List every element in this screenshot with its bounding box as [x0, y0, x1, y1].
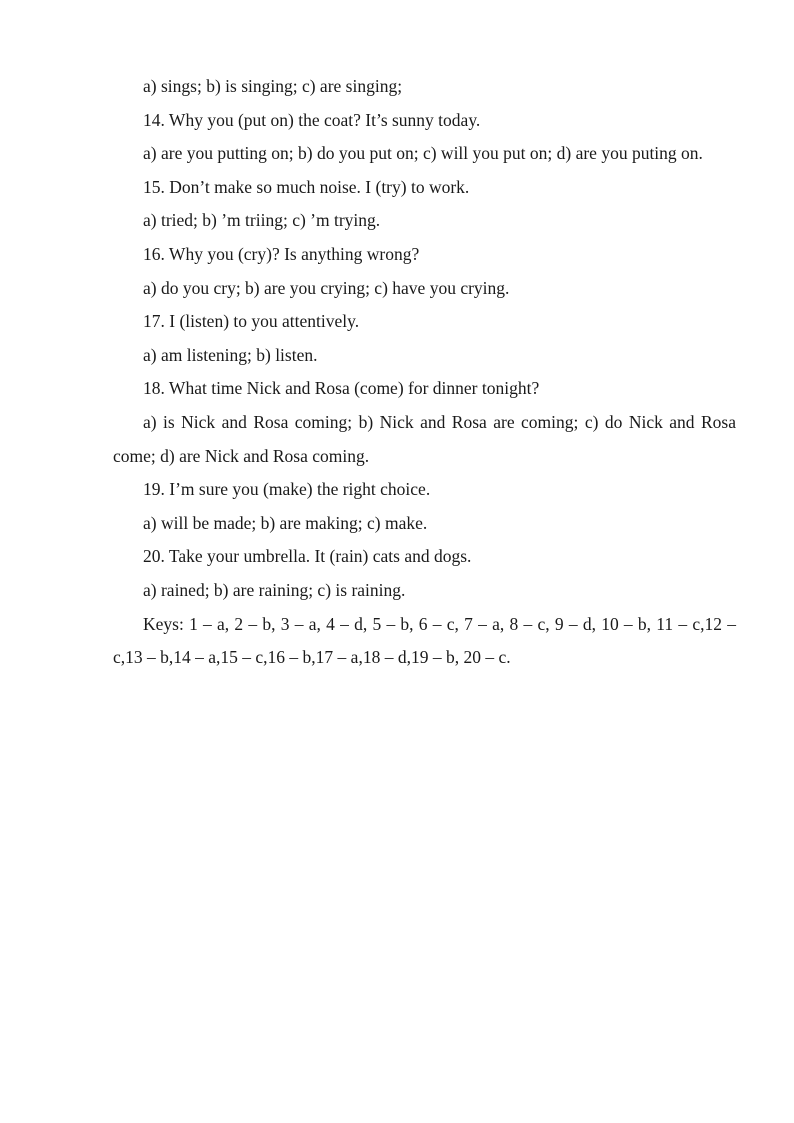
document-page [113, 70, 736, 675]
answer-options-15: a) tried; b) ’m triing; c) ’m trying. [143, 210, 381, 231]
answer-keys: Keys: 1 – a, 2 – b, 3 – a, 4 – d, 5 – b, 6 – c, 7 – a, 8 – c, 9 – d, 10 – b, 11 – c,12 – c,13 – b,14 – a,15 – c,16 – b,17 – a,18 – d,19 – b, 20 – c. [113, 613, 736, 668]
question-14: 14. Why you (put on) the coat? It’s sunny today. [143, 109, 481, 130]
question-16: 16. Why you (cry)? Is anything wrong? [143, 243, 420, 264]
question-17: 17. I (listen) to you attentively. [143, 311, 360, 332]
answer-options-19: a) will be made; b) are making; c) make. [143, 512, 428, 533]
answer-options-13: a) sings; b) is singing; c) are singing; [143, 76, 403, 96]
question-18: 18. What time Nick and Rosa (come) for dinner tonight? [143, 378, 540, 399]
answer-options-17: a) am listening; b) listen. [143, 344, 318, 365]
question-15: 15. Don’t make so much noise. I (try) to work. [143, 176, 470, 197]
answer-options-14: a) are you putting on; b) do you put on; c) will you put on; d) are you puting on. [143, 143, 703, 164]
answer-options-20: a) rained; b) are raining; c) is raining. [143, 579, 406, 600]
answer-options-18: a) is Nick and Rosa coming; b) Nick and Rosa are coming; c) do Nick and Rosa come; d) are Nick and Rosa coming. [113, 411, 736, 466]
question-20: 20. Take your umbrella. It (rain) cats and dogs. [143, 546, 472, 567]
answer-options-16: a) do you cry; b) are you crying; c) have you crying. [143, 277, 510, 298]
question-19: 19. I’m sure you (make) the right choice. [143, 479, 431, 500]
